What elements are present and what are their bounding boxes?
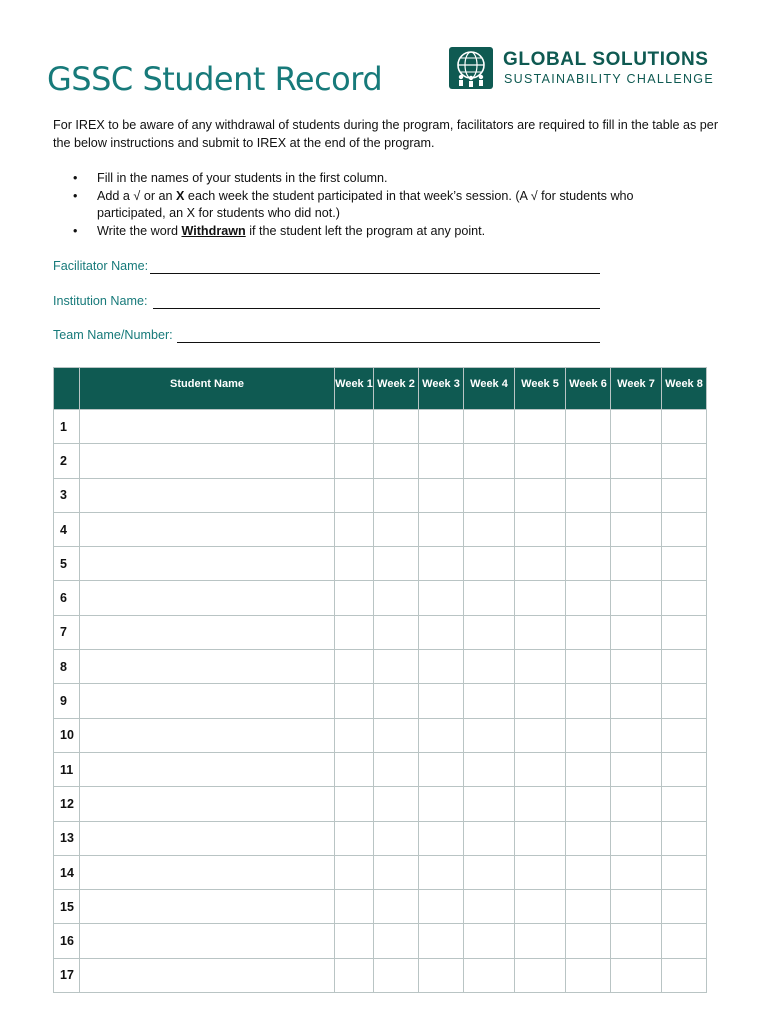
week-attendance-cell[interactable] — [515, 890, 566, 924]
institution-name-label: Institution Name: — [53, 294, 148, 308]
week-attendance-cell[interactable] — [662, 787, 707, 821]
week-attendance-cell[interactable] — [374, 650, 419, 684]
week-attendance-cell[interactable] — [515, 650, 566, 684]
instruction-text: Write the word — [97, 223, 182, 238]
student-name-cell[interactable] — [80, 615, 335, 649]
row-number: 6 — [54, 581, 80, 615]
week-attendance-cell[interactable] — [662, 718, 707, 752]
week-attendance-cell[interactable] — [374, 512, 419, 546]
row-number: 2 — [54, 444, 80, 478]
table-body — [54, 410, 707, 993]
instruction-item — [73, 170, 673, 188]
week-attendance-cell[interactable] — [374, 615, 419, 649]
week-attendance-cell[interactable] — [566, 650, 611, 684]
week-attendance-cell[interactable] — [566, 547, 611, 581]
week-attendance-cell[interactable] — [374, 684, 419, 718]
intro-paragraph: For IREX to be aware of any withdrawal of students during the program, facilitators are required to fill in the table as per the below instructions and submit to IREX at the end of the program. — [53, 118, 719, 150]
week-attendance-cell[interactable] — [374, 958, 419, 992]
row-number: 13 — [54, 821, 80, 855]
week-attendance-cell[interactable] — [566, 890, 611, 924]
student-name-cell[interactable] — [80, 718, 335, 752]
week-attendance-cell[interactable] — [611, 958, 662, 992]
week-attendance-cell[interactable] — [566, 924, 611, 958]
week-attendance-cell[interactable] — [611, 890, 662, 924]
week-attendance-cell[interactable] — [464, 547, 515, 581]
row-number: 3 — [54, 478, 80, 512]
instruction-bold-x: X — [176, 188, 185, 203]
week-attendance-cell[interactable] — [374, 581, 419, 615]
week-attendance-cell[interactable] — [611, 718, 662, 752]
instruction-item — [73, 188, 673, 223]
week-attendance-cell[interactable] — [611, 787, 662, 821]
week-attendance-cell[interactable] — [335, 924, 374, 958]
week-attendance-cell[interactable] — [419, 787, 464, 821]
week-attendance-cell[interactable] — [611, 547, 662, 581]
row-number: 8 — [54, 650, 80, 684]
week-attendance-cell[interactable] — [566, 615, 611, 649]
week-attendance-cell[interactable] — [335, 581, 374, 615]
week-attendance-cell[interactable] — [566, 684, 611, 718]
row-number: 5 — [54, 547, 80, 581]
week-header: Week 5 — [515, 368, 566, 410]
week-attendance-cell[interactable] — [566, 410, 611, 444]
row-number: 14 — [54, 855, 80, 889]
week-attendance-cell[interactable] — [374, 787, 419, 821]
table-row — [54, 787, 707, 821]
week-attendance-cell[interactable] — [335, 855, 374, 889]
week-attendance-cell[interactable] — [335, 718, 374, 752]
student-name-cell[interactable] — [80, 581, 335, 615]
week-attendance-cell[interactable] — [419, 958, 464, 992]
week-attendance-cell[interactable] — [611, 855, 662, 889]
table-row — [54, 547, 707, 581]
week-attendance-cell[interactable] — [515, 410, 566, 444]
table-row — [54, 718, 707, 752]
week-attendance-cell[interactable] — [419, 718, 464, 752]
week-attendance-cell[interactable] — [662, 512, 707, 546]
table-header-row — [54, 368, 707, 410]
student-name-cell[interactable] — [80, 855, 335, 889]
week-attendance-cell[interactable] — [566, 444, 611, 478]
gssc-logo — [449, 47, 729, 91]
student-name-cell[interactable] — [80, 410, 335, 444]
week-attendance-cell[interactable] — [515, 615, 566, 649]
week-attendance-cell[interactable] — [566, 512, 611, 546]
week-attendance-cell[interactable] — [374, 890, 419, 924]
week-attendance-cell[interactable] — [464, 958, 515, 992]
week-attendance-cell[interactable] — [566, 787, 611, 821]
week-attendance-cell[interactable] — [335, 547, 374, 581]
instructions-list — [73, 170, 673, 240]
week-attendance-cell[interactable] — [662, 615, 707, 649]
facilitator-name-field[interactable] — [53, 259, 148, 273]
instruction-text: Fill in the names of your students in the first column. — [97, 171, 388, 185]
week-attendance-cell[interactable] — [374, 752, 419, 786]
week-attendance-cell[interactable] — [662, 410, 707, 444]
table-row — [54, 650, 707, 684]
week-attendance-cell[interactable] — [335, 958, 374, 992]
week-attendance-cell[interactable] — [335, 787, 374, 821]
student-name-cell[interactable] — [80, 547, 335, 581]
week-attendance-cell[interactable] — [335, 752, 374, 786]
week-attendance-cell[interactable] — [464, 581, 515, 615]
week-attendance-cell[interactable] — [515, 821, 566, 855]
week-attendance-cell[interactable] — [374, 855, 419, 889]
table-row — [54, 924, 707, 958]
week-attendance-cell[interactable] — [611, 410, 662, 444]
row-number: 9 — [54, 684, 80, 718]
table-row — [54, 512, 707, 546]
student-name-cell[interactable] — [80, 958, 335, 992]
table-row — [54, 581, 707, 615]
week-attendance-cell[interactable] — [662, 924, 707, 958]
week-attendance-cell[interactable] — [566, 718, 611, 752]
week-attendance-cell[interactable] — [464, 787, 515, 821]
week-attendance-cell[interactable] — [419, 615, 464, 649]
instruction-item — [73, 223, 673, 241]
table-row — [54, 478, 707, 512]
week-attendance-cell[interactable] — [419, 684, 464, 718]
week-attendance-cell[interactable] — [611, 684, 662, 718]
row-number: 11 — [54, 752, 80, 786]
week-attendance-cell[interactable] — [335, 650, 374, 684]
week-header: Week 1 — [335, 368, 374, 410]
row-number: 15 — [54, 890, 80, 924]
student-name-cell[interactable] — [80, 924, 335, 958]
week-attendance-cell[interactable] — [374, 924, 419, 958]
week-header: Week 2 — [374, 368, 419, 410]
week-attendance-cell[interactable] — [515, 787, 566, 821]
week-attendance-cell[interactable] — [335, 615, 374, 649]
week-attendance-cell[interactable] — [611, 924, 662, 958]
page-title: GSSC Student Record — [47, 60, 383, 98]
week-attendance-cell[interactable] — [335, 410, 374, 444]
row-number-header — [54, 368, 80, 410]
instruction-text: if the student left the program at any point. — [245, 223, 486, 238]
logo-name-line2: SUSTAINABILITY CHALLENGE — [504, 72, 714, 86]
week-attendance-cell[interactable] — [515, 718, 566, 752]
student-name-cell[interactable] — [80, 650, 335, 684]
week-header: Week 7 — [611, 368, 662, 410]
week-attendance-cell[interactable] — [464, 821, 515, 855]
week-attendance-cell[interactable] — [515, 512, 566, 546]
instruction-text: each week the student participated in that week’s session. (A √ for students who participated, an X for students who did not.) — [97, 188, 634, 220]
week-attendance-cell[interactable] — [611, 650, 662, 684]
week-attendance-cell[interactable] — [611, 821, 662, 855]
week-attendance-cell[interactable] — [419, 821, 464, 855]
week-attendance-cell[interactable] — [464, 615, 515, 649]
week-attendance-cell[interactable] — [515, 444, 566, 478]
week-attendance-cell[interactable] — [419, 581, 464, 615]
week-attendance-cell[interactable] — [335, 890, 374, 924]
table-row — [54, 821, 707, 855]
table-row — [54, 752, 707, 786]
student-name-cell[interactable] — [80, 821, 335, 855]
week-attendance-cell[interactable] — [374, 444, 419, 478]
week-attendance-cell[interactable] — [566, 821, 611, 855]
table-row — [54, 958, 707, 992]
week-attendance-cell[interactable] — [374, 821, 419, 855]
week-attendance-cell[interactable] — [419, 410, 464, 444]
week-attendance-cell[interactable] — [419, 478, 464, 512]
globe-people-icon — [449, 47, 493, 89]
week-attendance-cell[interactable] — [419, 924, 464, 958]
week-attendance-cell[interactable] — [611, 478, 662, 512]
week-attendance-cell[interactable] — [662, 958, 707, 992]
week-attendance-cell[interactable] — [464, 752, 515, 786]
week-attendance-cell[interactable] — [566, 752, 611, 786]
facilitator-name-label: Facilitator Name: — [53, 259, 149, 273]
week-attendance-cell[interactable] — [464, 478, 515, 512]
student-name-cell[interactable] — [80, 512, 335, 546]
week-attendance-cell[interactable] — [515, 855, 566, 889]
week-attendance-cell[interactable] — [611, 512, 662, 546]
week-attendance-cell[interactable] — [464, 924, 515, 958]
student-name-cell[interactable] — [80, 752, 335, 786]
table-row — [54, 855, 707, 889]
row-number: 16 — [54, 924, 80, 958]
week-attendance-cell[interactable] — [662, 478, 707, 512]
week-attendance-cell[interactable] — [662, 684, 707, 718]
week-attendance-cell[interactable] — [335, 684, 374, 718]
week-header: Week 6 — [566, 368, 611, 410]
week-attendance-cell[interactable] — [419, 890, 464, 924]
institution-name-field[interactable] — [53, 294, 148, 308]
week-attendance-cell[interactable] — [419, 855, 464, 889]
student-record-table — [53, 367, 707, 993]
week-attendance-cell[interactable] — [515, 547, 566, 581]
week-attendance-cell[interactable] — [464, 444, 515, 478]
week-header: Week 3 — [419, 368, 464, 410]
week-attendance-cell[interactable] — [662, 890, 707, 924]
student-name-cell[interactable] — [80, 478, 335, 512]
week-attendance-cell[interactable] — [374, 410, 419, 444]
table-row — [54, 890, 707, 924]
week-attendance-cell[interactable] — [335, 478, 374, 512]
week-attendance-cell[interactable] — [515, 478, 566, 512]
week-attendance-cell[interactable] — [662, 855, 707, 889]
week-attendance-cell[interactable] — [515, 684, 566, 718]
week-attendance-cell[interactable] — [464, 855, 515, 889]
week-attendance-cell[interactable] — [464, 650, 515, 684]
week-attendance-cell[interactable] — [419, 444, 464, 478]
table-row — [54, 615, 707, 649]
institution-name-line[interactable] — [153, 308, 600, 309]
week-attendance-cell[interactable] — [566, 478, 611, 512]
week-attendance-cell[interactable] — [464, 718, 515, 752]
week-attendance-cell[interactable] — [566, 855, 611, 889]
week-attendance-cell[interactable] — [611, 581, 662, 615]
week-attendance-cell[interactable] — [419, 752, 464, 786]
week-attendance-cell[interactable] — [662, 821, 707, 855]
week-attendance-cell[interactable] — [515, 924, 566, 958]
week-header: Week 8 — [662, 368, 707, 410]
week-attendance-cell[interactable] — [419, 650, 464, 684]
student-name-cell[interactable] — [80, 684, 335, 718]
week-attendance-cell[interactable] — [464, 890, 515, 924]
week-header: Week 4 — [464, 368, 515, 410]
student-name-header: Student Name — [80, 368, 335, 410]
week-attendance-cell[interactable] — [611, 444, 662, 478]
row-number: 1 — [54, 410, 80, 444]
week-attendance-cell[interactable] — [662, 547, 707, 581]
table-row — [54, 444, 707, 478]
week-attendance-cell[interactable] — [464, 512, 515, 546]
week-attendance-cell[interactable] — [464, 410, 515, 444]
row-number: 7 — [54, 615, 80, 649]
week-attendance-cell[interactable] — [419, 512, 464, 546]
week-attendance-cell[interactable] — [335, 821, 374, 855]
student-name-cell[interactable] — [80, 444, 335, 478]
logo-name-line1: GLOBAL SOLUTIONS — [503, 49, 709, 70]
week-attendance-cell[interactable] — [374, 547, 419, 581]
team-name-line[interactable] — [177, 342, 600, 343]
week-attendance-cell[interactable] — [611, 615, 662, 649]
week-attendance-cell[interactable] — [662, 444, 707, 478]
instruction-text: Add a √ or an — [97, 188, 177, 203]
week-attendance-cell[interactable] — [374, 478, 419, 512]
instruction-underlined-word: Withdrawn — [181, 223, 246, 238]
row-number: 10 — [54, 718, 80, 752]
week-attendance-cell[interactable] — [611, 752, 662, 786]
week-attendance-cell[interactable] — [566, 581, 611, 615]
student-name-cell[interactable] — [80, 890, 335, 924]
table-row — [54, 410, 707, 444]
team-name-label: Team Name/Number: — [53, 328, 173, 342]
row-number: 4 — [54, 512, 80, 546]
row-number: 12 — [54, 787, 80, 821]
week-attendance-cell[interactable] — [662, 650, 707, 684]
week-attendance-cell[interactable] — [566, 958, 611, 992]
week-attendance-cell[interactable] — [662, 581, 707, 615]
student-name-cell[interactable] — [80, 787, 335, 821]
week-attendance-cell[interactable] — [515, 958, 566, 992]
week-attendance-cell[interactable] — [515, 752, 566, 786]
week-attendance-cell[interactable] — [515, 581, 566, 615]
team-name-field[interactable] — [53, 328, 173, 342]
week-attendance-cell[interactable] — [662, 752, 707, 786]
table-row — [54, 684, 707, 718]
week-attendance-cell[interactable] — [335, 512, 374, 546]
row-number: 17 — [54, 958, 80, 992]
week-attendance-cell[interactable] — [419, 547, 464, 581]
week-attendance-cell[interactable] — [374, 718, 419, 752]
facilitator-name-line[interactable] — [150, 273, 600, 274]
week-attendance-cell[interactable] — [335, 444, 374, 478]
week-attendance-cell[interactable] — [464, 684, 515, 718]
